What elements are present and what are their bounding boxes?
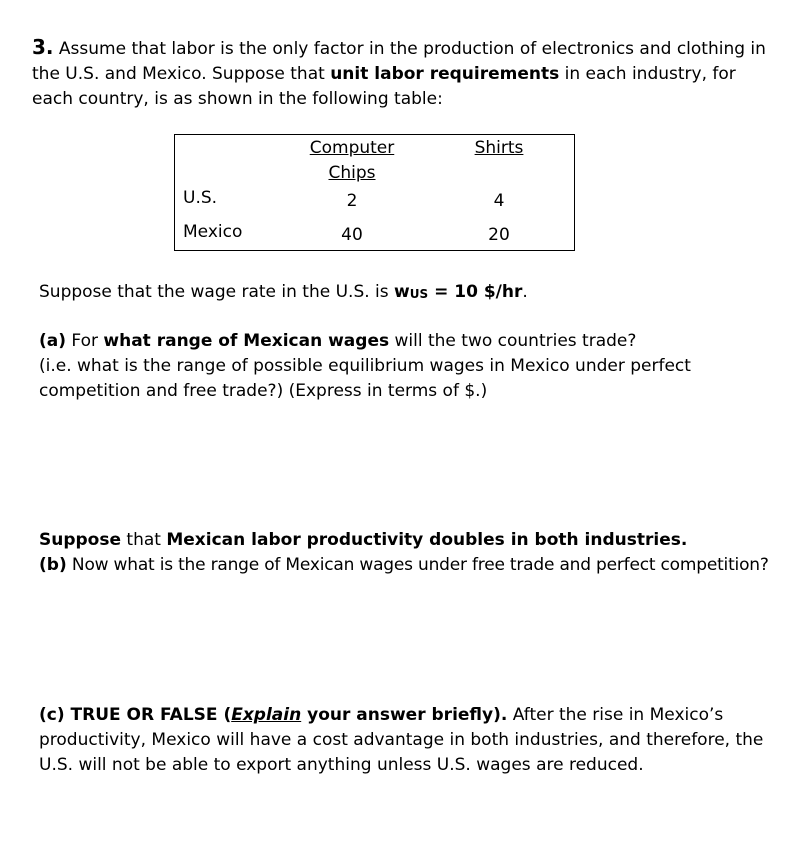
- part-c-explain: Explain: [231, 705, 302, 725]
- cell-mexico-shirts: 20: [488, 225, 510, 245]
- col-header-computer: Computer: [309, 138, 395, 158]
- part-a-text-2: will the two countries trade?: [389, 331, 637, 351]
- cell-us-chips: 2: [346, 191, 358, 211]
- part-c-label: (c) TRUE OR FALSE (: [39, 705, 232, 725]
- wage-symbol: w: [394, 282, 410, 302]
- intro-paragraph: [32, 35, 772, 112]
- part-b-text-1: that: [121, 530, 167, 550]
- part-a-text-3: (i.e. what is the range of possible equilibrium wages in Mexico under perfect competition and free trade?) (Express in terms of $.): [39, 356, 691, 401]
- wage-value: = 10 $/hr: [428, 282, 523, 302]
- part-a-text-1: For: [66, 331, 104, 351]
- intro-text-2: in each industry, for each country, is as shown in the following table:: [32, 64, 736, 109]
- question-number: 3.: [32, 35, 54, 59]
- part-a-question: [39, 329, 759, 404]
- part-b-question: [39, 528, 784, 578]
- row-country-mexico: Mexico: [183, 222, 243, 242]
- part-c-text: After the rise in Mexico’s productivity, Mexico will have a cost advantage in both industries, and therefore, the U.S. will not be able to export anything unless U.S. wages are reduced.: [39, 705, 764, 775]
- part-a-bold: what range of Mexican wages: [103, 331, 390, 351]
- part-a-label: (a): [39, 331, 67, 351]
- part-c-question: [39, 703, 764, 778]
- part-c-label-2: your answer briefly).: [301, 705, 508, 725]
- labor-requirements-table: [174, 134, 575, 251]
- intro-bold-term: unit labor requirements: [330, 64, 560, 84]
- part-b-bold-2: Mexican labor productivity doubles in both industries.: [166, 530, 688, 550]
- cell-mexico-chips: 40: [341, 225, 363, 245]
- col-header-chips: Chips: [328, 163, 376, 183]
- intro-text-1: Assume that labor is the only factor in the production of electronics and clothing in the U.S. and Mexico. Suppose that: [32, 39, 766, 84]
- part-b-bold-1: Suppose: [39, 530, 122, 550]
- col-header-shirts: Shirts: [474, 138, 524, 158]
- cell-us-shirts: 4: [493, 191, 505, 211]
- wage-subscript: US: [409, 287, 429, 301]
- wage-text: Suppose that the wage rate in the U.S. is: [39, 282, 395, 302]
- wage-period: .: [522, 282, 528, 302]
- row-country-us: U.S.: [183, 188, 218, 208]
- part-b-label: (b): [39, 555, 67, 575]
- part-b-text-2: Now what is the range of Mexican wages under free trade and perfect competition?: [66, 555, 769, 575]
- wage-statement: [39, 280, 759, 307]
